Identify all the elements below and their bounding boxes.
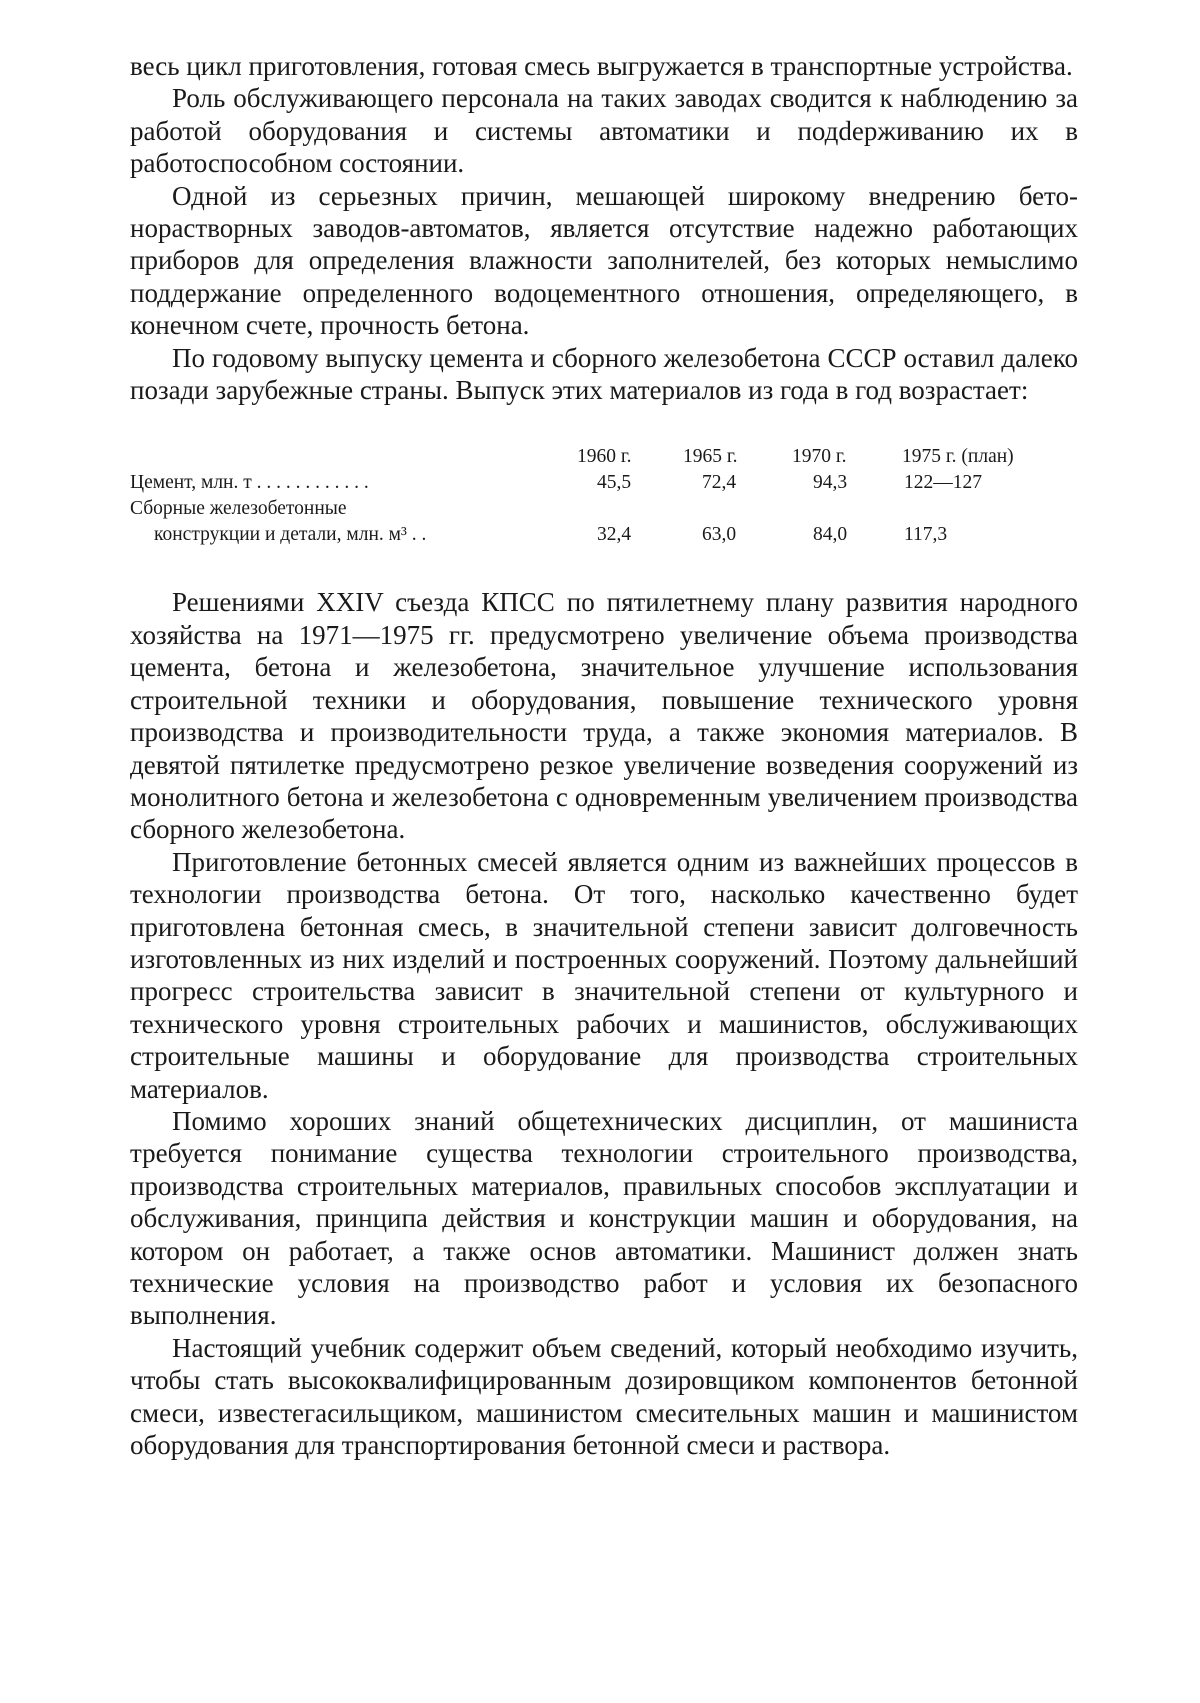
document-page bbox=[130, 50, 1078, 1461]
paragraph: Роль обслуживающего персонала на таких заводах сводится к наблюдению за работой оборудования и системы автоматики и подdерживанию их в работоспособном состоянии. bbox=[130, 83, 1078, 179]
paragraph: Помимо хороших знаний общетехнических дисциплин, от машиниста требуется понимание существа технологии строительного производства, производства строительных материалов, правильных способов эксплуатации и обслуживания, принципа действия и конструкции машин и оборудования, на котором он работает, а также основ автоматики. Машинист должен знать технические условия на производство работ и условия их безопасного выполнения. bbox=[130, 1105, 1078, 1331]
table-row bbox=[130, 522, 1078, 548]
table-row bbox=[130, 470, 1078, 496]
table-cell: 84,0 bbox=[813, 524, 848, 546]
text-block-top bbox=[130, 50, 1078, 406]
table-cell: 117,3 bbox=[904, 524, 948, 546]
production-table bbox=[130, 444, 1078, 548]
table-cell: 122—127 bbox=[904, 472, 982, 494]
table-header-cell: 1970 г. bbox=[792, 446, 847, 468]
table-row-label: конструкции и детали, млн. м³ . . bbox=[154, 524, 427, 546]
paragraph: весь цикл приготовления, готовая смесь выгружается в транспортные устройства. bbox=[130, 51, 1073, 81]
paragraph: Решениями XXIV съезда КПСС по пятилетнему плану развития народного хозяйства на 1971—1975 гг. предусмотрено увеличение объема производства цемента, бетона и железобетона, значительное улучшение использования строительной техники и оборудования, повышение технического уровня производства и производительности труда, а также экономия материалов. В девятой пятилетке предусмотрено резкое увеличение возведения сооружений из монолитного бетона и железобетона с одновременным увеличением производства сборного железобетона. bbox=[130, 587, 1078, 845]
table-row-label: Цемент, млн. т . . . . . . . . . . . . bbox=[130, 472, 369, 494]
table-header-cell: 1965 г. bbox=[683, 446, 738, 468]
table-cell: 45,5 bbox=[597, 472, 632, 494]
text-block-bottom bbox=[130, 586, 1078, 1461]
paragraph: Приготовление бетонных смесей является одним из важнейших процессов в технологии производства бетона. От того, насколько качественно будет приготовлена бетонная смесь, в значительной степени зависит долговечность изготовленных из них изделий и построенных сооружений. Поэтому дальнейший прогресс строительства зависит в значительной степени от культурного и технического уровня строительных рабочих и машинистов, обслуживающих строительные машины и оборудование для производства строительных материалов. bbox=[130, 846, 1078, 1104]
paragraph: По годовому выпуску цемента и сборного железобетона СССР оставил далеко позади зарубежные страны. Выпуск этих материалов из года в год возрастает: bbox=[130, 342, 1078, 406]
table-cell: 32,4 bbox=[597, 524, 632, 546]
table-row-label: Сборные железобетонные bbox=[130, 498, 347, 520]
table-row bbox=[130, 496, 1078, 522]
table-header-cell: 1975 г. (план) bbox=[902, 446, 1014, 468]
table-cell: 63,0 bbox=[702, 524, 737, 546]
table-header-cell: 1960 г. bbox=[577, 446, 632, 468]
table-cell: 94,3 bbox=[813, 472, 848, 494]
paragraph: Одной из серьезных причин, мешающей широкому внедрению бетонорастворных заводов-автоматов, является отсутствие надежно работающих приборов для определения влажности заполнителей, без которых немыслимо поддержание определенного водоцементного отношения, определяющего, в конечном счете, прочность бетона. bbox=[130, 180, 1078, 341]
table-cell: 72,4 bbox=[702, 472, 737, 494]
paragraph: Настоящий учебник содержит объем сведений, который необходимо изучить, чтобы стать высококвалифицированным дозировщиком компонентов бетонной смеси, известегасильщиком, машинистом смесительных машин и машинистом оборудования для транспортирования бетонной смеси и раствора. bbox=[130, 1332, 1078, 1461]
table-header-row bbox=[130, 444, 1078, 470]
